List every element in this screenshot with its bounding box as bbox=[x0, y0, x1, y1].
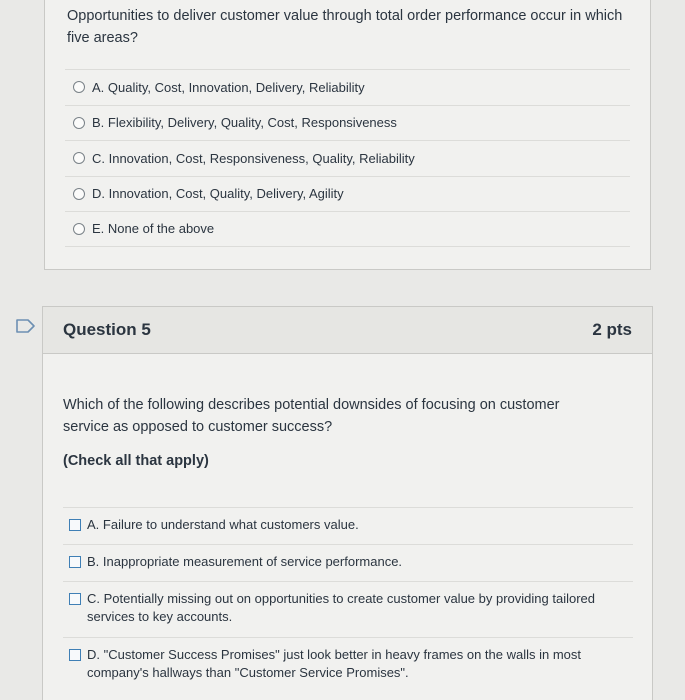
radio-button[interactable] bbox=[73, 117, 85, 129]
question-5-answers bbox=[63, 507, 633, 693]
checkbox[interactable] bbox=[69, 519, 81, 531]
answer-option-d[interactable] bbox=[65, 176, 630, 212]
answer-option-c[interactable] bbox=[63, 581, 633, 637]
answer-option-c[interactable] bbox=[65, 140, 630, 176]
checkbox[interactable] bbox=[69, 556, 81, 568]
answer-option-b[interactable] bbox=[63, 544, 633, 581]
question-4-answers bbox=[65, 69, 630, 247]
radio-button[interactable] bbox=[73, 188, 85, 200]
answer-option-e[interactable] bbox=[65, 211, 630, 247]
answer-label: C. Potentially missing out on opportunities to create customer value by providing tailored services to key accounts. bbox=[87, 591, 595, 624]
question-title: Question 5 bbox=[63, 320, 151, 339]
question-4-card bbox=[44, 0, 651, 270]
answer-option-b[interactable] bbox=[65, 105, 630, 141]
radio-button[interactable] bbox=[73, 223, 85, 235]
answer-label: A. Quality, Cost, Innovation, Delivery, Reliability bbox=[92, 79, 365, 95]
radio-button[interactable] bbox=[73, 152, 85, 164]
checkbox[interactable] bbox=[69, 649, 81, 661]
question-5-text: Which of the following describes potential downsides of focusing on customer service as opposed to customer success? bbox=[63, 397, 560, 435]
question-header bbox=[43, 307, 652, 354]
answer-label: B. Flexibility, Delivery, Quality, Cost, Responsiveness bbox=[92, 115, 397, 131]
answer-label: D. Innovation, Cost, Quality, Delivery, Agility bbox=[92, 186, 344, 202]
answer-label: A. Failure to understand what customers value. bbox=[87, 517, 359, 532]
answer-label: D. "Customer Success Promises" just look better in heavy frames on the walls in most company's hallways than "Customer Service Promises". bbox=[87, 647, 582, 680]
question-points: 2 pts bbox=[592, 320, 632, 339]
flag-icon[interactable] bbox=[16, 319, 36, 333]
radio-button[interactable] bbox=[73, 81, 85, 93]
question-4-text: Opportunities to deliver customer value through total order performance occur in which five areas? bbox=[67, 8, 623, 46]
answer-option-d[interactable] bbox=[63, 637, 633, 693]
checkbox[interactable] bbox=[69, 593, 81, 605]
answer-label: E. None of the above bbox=[92, 221, 215, 237]
answer-option-a[interactable] bbox=[63, 507, 633, 544]
question-5-note: (Check all that apply) bbox=[63, 453, 209, 469]
answer-label: B. Inappropriate measurement of service performance. bbox=[87, 554, 403, 569]
question-5-card bbox=[42, 306, 653, 700]
answer-option-a[interactable] bbox=[65, 69, 630, 105]
answer-label: C. Innovation, Cost, Responsiveness, Quality, Reliability bbox=[92, 150, 415, 166]
